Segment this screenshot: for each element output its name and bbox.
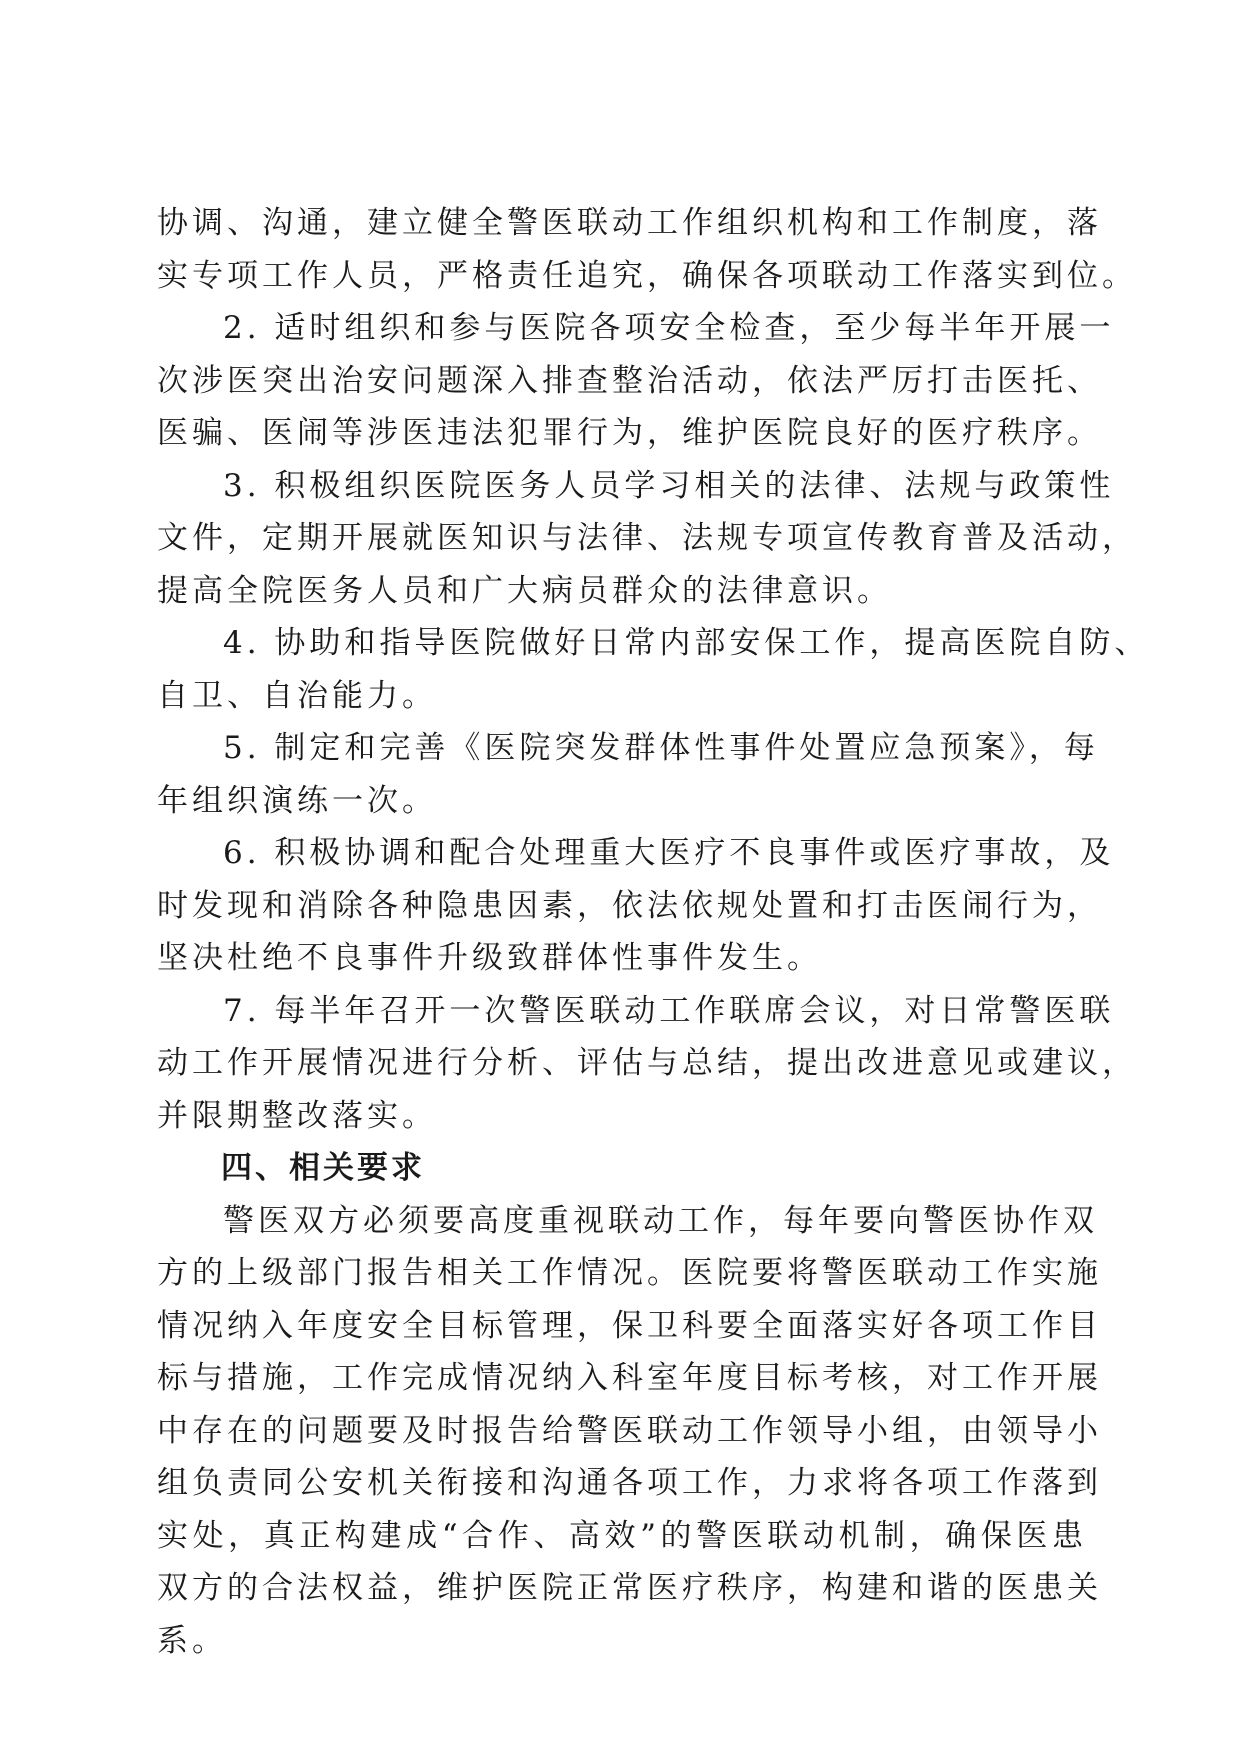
text-line: 标与措施，工作完成情况纳入科室年度目标考核，对工作开展 — [157, 1360, 1102, 1396]
list-item-5-line: 5. 制定和完善《医院突发群体性事件处置应急预案》，每 — [223, 730, 1099, 766]
list-item-7-line: 7. 每半年召开一次警医联动工作联席会议，对日常警医联 — [223, 992, 1115, 1029]
text-line: 提高全院医务人员和广大病员群众的法律意识。 — [157, 572, 892, 609]
text-line: 双方的合法权益，维护医院正常医疗秩序，构建和谐的医患关 — [157, 1570, 1102, 1606]
text-line: 医骗、医闹等涉医违法犯罪行为，维护医院良好的医疗秩序。 — [157, 415, 1102, 451]
text-line: 实专项工作人员，严格责任追究，确保各项联动工作落实到位。 — [157, 257, 1137, 294]
text-line: 坚决杜绝不良事件升级致群体性事件发生。 — [157, 940, 822, 976]
text-line: 动工作开展情况进行分析、评估与总结，提出改进意见或建议， — [157, 1045, 1137, 1081]
list-item-4-line: 4. 协助和指导医院做好日常内部安保工作，提高医院自防、 — [223, 625, 1150, 661]
text-line: 协调、沟通，建立健全警医联动工作组织机构和工作制度，落 — [157, 205, 1102, 241]
text-line: 年组织演练一次。 — [157, 782, 437, 819]
paragraph-first-line: 警医双方必须要高度重视联动工作，每年要向警医协作双 — [223, 1202, 1098, 1239]
text-line: 方的上级部门报告相关工作情况。医院要将警医联动工作实施 — [157, 1255, 1102, 1291]
section-heading: 四、相关要求 — [221, 1150, 425, 1186]
text-line: 实处，真正构建成“合作、高效”的警医联动机制，确保医患 — [157, 1517, 1087, 1554]
text-line: 情况纳入年度安全目标管理，保卫科要全面落实好各项工作目 — [157, 1307, 1102, 1344]
list-item-6-line: 6. 积极协调和配合处理重大医疗不良事件或医疗事故，及 — [223, 835, 1115, 871]
text-line: 时发现和消除各种隐患因素，依法依规处置和打击医闹行为， — [157, 887, 1102, 924]
text-line: 系。 — [157, 1622, 227, 1659]
text-line: 组负责同公安机关衔接和沟通各项工作，力求将各项工作落到 — [157, 1465, 1102, 1501]
document-body — [157, 197, 1150, 1667]
list-item-3-line: 3. 积极组织医院医务人员学习相关的法律、法规与政策性 — [223, 467, 1115, 504]
text-line: 文件，定期开展就医知识与法律、法规专项宣传教育普及活动， — [157, 520, 1137, 556]
list-item-2-line: 2. 适时组织和参与医院各项安全检查，至少每半年开展一 — [223, 310, 1115, 346]
text-line: 并限期整改落实。 — [157, 1097, 437, 1134]
text-line: 中存在的问题要及时报告给警医联动工作领导小组，由领导小 — [157, 1412, 1102, 1449]
text-line: 次涉医突出治安问题深入排查整治活动，依法严厉打击医托、 — [157, 362, 1102, 399]
text-line: 自卫、自治能力。 — [157, 677, 437, 714]
